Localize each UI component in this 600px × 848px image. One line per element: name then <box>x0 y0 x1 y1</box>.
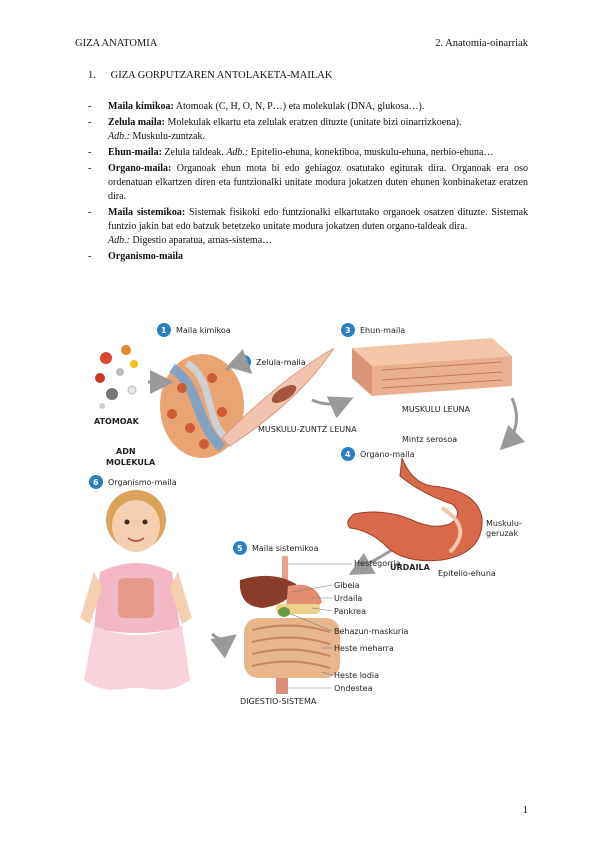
example-text: Epitelio-ehuna, konektiboa, muskulu-ehuna, nerbio-ehuna… <box>248 147 494 158</box>
list-item: - Maila sistemikoa: Sistemak fisikoki edo funtzionalki elkartutako organoek osatzen dituzte. Sistemak funtzio jakin bat edo batzuk betetzeko unitate modura jokatzen duten organo-taldeak dira. Adb.: Digestio aparatua, arnas-sistema… <box>88 207 529 246</box>
item-term: Zelula maila: <box>108 117 165 128</box>
item-term: Maila sistemikoa: <box>108 207 186 218</box>
level-number: 4 <box>345 450 351 459</box>
level-label: Maila kimikoa <box>176 326 231 335</box>
example-label: Adb.: <box>108 131 130 142</box>
example-text: Muskulu-zuntzak. <box>129 131 205 142</box>
item-term: Organismo-maila <box>108 251 183 262</box>
muscle-layers-label-1: Muskulu- <box>486 519 522 528</box>
child-organism-illustration <box>80 490 192 690</box>
organ-label: Behazun-maskuria <box>334 627 409 636</box>
example-text: Digestio aparatua, arnas-sistema… <box>129 235 273 246</box>
section-heading <box>88 70 332 81</box>
organ-label: Heste lodia <box>334 671 380 680</box>
digestive-system-illustration <box>240 556 340 694</box>
level-number: 1 <box>161 326 167 335</box>
organ-labels <box>334 559 408 693</box>
page-number: 1 <box>522 804 528 816</box>
example-label: Adb.: <box>108 235 130 246</box>
item-term: Ehun-maila: <box>108 147 162 158</box>
level-number: 6 <box>93 478 99 487</box>
item-text: Atomoak (C, H, O, N, P…) eta molekulak (DNA, glukosa…). <box>173 101 425 112</box>
organization-levels-figure <box>72 308 530 708</box>
dna-label-2: MOLEKULA <box>106 458 156 467</box>
atoms-label: ATOMOAK <box>94 417 139 426</box>
smooth-muscle-label: MUSKULU LEUNA <box>402 405 471 414</box>
header-right: 2. Anatomia-oinarriak <box>435 38 528 49</box>
level-number: 2 <box>241 358 247 367</box>
level-label: Organismo-maila <box>108 478 177 487</box>
item-term: Organo-maila: <box>108 163 172 174</box>
stomach-illustration <box>348 458 482 561</box>
muscle-fiber-label: MUSKULU-ZUNTZ LEUNA <box>258 425 357 434</box>
item-term: Maila kimikoa: <box>108 101 174 112</box>
organ-label: Gibela <box>334 581 360 590</box>
header-left: GIZA ANATOMIA <box>75 38 158 49</box>
digestive-system-label: DIGESTIO-SISTEMA <box>240 697 317 706</box>
level-number: 5 <box>237 544 243 553</box>
epithelium-label: Epitelio-ehuna <box>438 569 496 578</box>
level-list <box>88 100 528 266</box>
level-label: Maila sistemikoa <box>252 544 319 553</box>
item-text: Sistemak fisikoki edo funtzionalki elkartutako organoek osatzen dituzte. Sistemak funtzio jakin bat edo batzuk betetzeko unitate modura jokatzen duten organo-taldeak dira. <box>108 207 529 232</box>
list-item: - Organo-maila: Organoak ehun mota bi edo gehiagoz osatutako egiturak dira. Organoak era oso ordenatuan elkartzen diren eta funtzionalki unitate modura jokatzen duten ehunen konbinaketaz eratzen dira. <box>88 163 528 202</box>
section-title: GIZA GORPUTZAREN ANTOLAKETA-MAILAK <box>110 70 333 81</box>
section-number: 1. <box>88 70 96 81</box>
level-label: Organo-maila <box>360 450 415 459</box>
organ-label: Pankrea <box>334 607 367 616</box>
level-label: Ehun-maila <box>360 326 406 335</box>
level-label: Zelula-maila <box>256 358 306 367</box>
list-item: - Maila kimikoa: Atomoak (C, H, O, N, P…) eta molekulak (DNA, glukosa…). <box>88 101 425 112</box>
item-text: Zelula taldeak. <box>161 147 227 158</box>
example-label: Adb.: <box>226 147 249 158</box>
list-item: - Ehun-maila: Zelula taldeak. Adb.: Epitelio-ehuna, konektiboa, muskulu-ehuna, nerbio-ehuna… <box>88 147 494 158</box>
organ-label: Urdaila <box>334 594 363 603</box>
list-item: - Zelula maila: Molekulak elkartu eta zelulak eratzen dituzte (unitate bizi oinarrizkoena). Adb.: Muskulu-zuntzak. <box>88 117 462 142</box>
muscle-layers-label-2: geruzak <box>486 529 519 538</box>
organ-label: Heste meharra <box>334 644 394 653</box>
serous-membrane-label: Mintz serosoa <box>402 435 458 444</box>
dna-label-1: ADN <box>116 447 136 456</box>
smooth-muscle-tissue-illustration <box>352 338 512 396</box>
atoms-illustration <box>95 345 138 409</box>
organ-label: Ondestea <box>334 684 373 693</box>
stomach-big-label: URDAILA <box>390 563 430 572</box>
organ-label: Hestegorria <box>354 559 401 568</box>
list-item: - Organismo-maila <box>88 251 183 262</box>
item-text: Molekulak elkartu eta zelulak eratzen dituzte (unitate bizi oinarrizkoena). <box>164 117 462 128</box>
item-text: Organoak ehun mota bi edo gehiagoz osatutako egiturak dira. Organoak era oso ordenatuan elkartzen diren eta funtzionalki unitate modura jokatzen duten ehunen konbinaketaz eratzen dira. <box>108 163 528 202</box>
level-number: 3 <box>345 326 351 335</box>
